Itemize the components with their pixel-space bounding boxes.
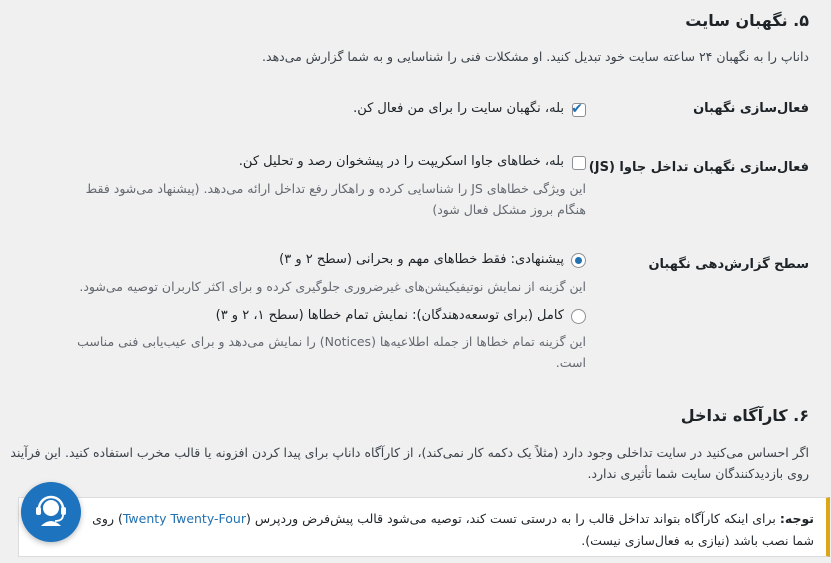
notice-label: توجه:: [779, 511, 814, 526]
js-guardian-field[interactable]: [216, 153, 586, 173]
js-guardian-label: فعال‌سازی نگهبان تداخل جاوا (JS): [588, 160, 809, 175]
section-title-detective: ۶. کارآگاه تداخل: [680, 406, 809, 425]
section-description-guardian: داناپ را به نگهبان ۲۴ ساعته سایت خود تبدیل کنید. او مشکلات فنی را شناسایی و به شما گزارش می‌دهد.: [262, 49, 809, 64]
guardian-enable-field[interactable]: [346, 100, 586, 120]
report-level-option1[interactable]: [256, 251, 586, 271]
notice-text: [44, 508, 814, 552]
js-guardian-help-1: این ویژگی خطاهای JS را شناسایی کرده و راهکار رفع تداخل ارائه می‌دهد. (پیشنهاد می‌شود فقط: [85, 181, 586, 196]
js-guardian-help-2: هنگام بروز مشکل فعال شود): [432, 202, 586, 217]
section-description-detective-2: روی بازدیدکنندگان سایت شما تأثیری ندارد.: [587, 466, 809, 481]
radio-selected-dot: [575, 257, 582, 264]
report-level-radio-full[interactable]: [571, 309, 586, 324]
notice-box: [18, 497, 830, 557]
js-guardian-checkbox[interactable]: [572, 156, 586, 170]
notice-text-line2: شما نصب باشد (نیازی به فعال‌سازی نیست).: [581, 533, 814, 548]
report-level-option2-help-1: این گزینه تمام خطاها از جمله اطلاعیه‌ها (Notices) را نمایش می‌دهد و برای عیب‌یابی فنی مناسب: [77, 334, 586, 349]
notice-theme-name: Twenty Twenty-Four: [122, 511, 246, 526]
report-level-option2-label: کامل (برای توسعه‌دهندگان): نمایش تمام خطاها (سطح ۱، ۲ و ۳): [215, 308, 564, 323]
guardian-enable-checkbox[interactable]: [572, 103, 586, 117]
report-level-option1-label: پیشنهادی: فقط خطاهای مهم و بحرانی (سطح ۲ و ۳): [279, 252, 564, 267]
report-level-option2-help-2: است.: [555, 355, 586, 370]
notice-text-a: برای اینکه کارآگاه بتواند تداخل قالب را به درستی تست کند، توصیه می‌شود قالب پیش‌فرض وردپرس (: [245, 511, 780, 526]
js-guardian-option-label: بله، خطاهای جاوا اسکریپت را در پیشخوان رصد و تحلیل کن.: [238, 154, 564, 169]
headset-icon: [21, 482, 81, 542]
checkmark-icon: ✔: [571, 101, 583, 117]
report-level-radio-recommended[interactable]: [571, 253, 586, 268]
report-level-label: سطح گزارش‌دهی نگهبان: [648, 257, 809, 272]
guardian-enable-option-label: بله، نگهبان سایت را برای من فعال کن.: [353, 101, 564, 116]
section-description-detective-1: اگر احساس می‌کنید در سایت تداخلی وجود دارد (مثلاً یک دکمه کار نمی‌کند)، از کارآگاه داناپ برای پیدا کردن افزونه یا قالب مخرب استفاده کنید. این فرآیند: [10, 445, 809, 460]
support-chat-button[interactable]: [21, 482, 81, 542]
guardian-enable-label: فعال‌سازی نگهبان: [693, 101, 809, 116]
section-title-guardian: ۵. نگهبان سایت: [685, 11, 809, 30]
report-level-option2[interactable]: [196, 307, 586, 327]
report-level-option1-help: این گزینه از نمایش نوتیفیکیشن‌های غیرضروری جلوگیری کرده و برای اکثر کاربران توصیه می‌شود.: [79, 279, 586, 294]
notice-text-b: ) روی: [92, 511, 123, 526]
